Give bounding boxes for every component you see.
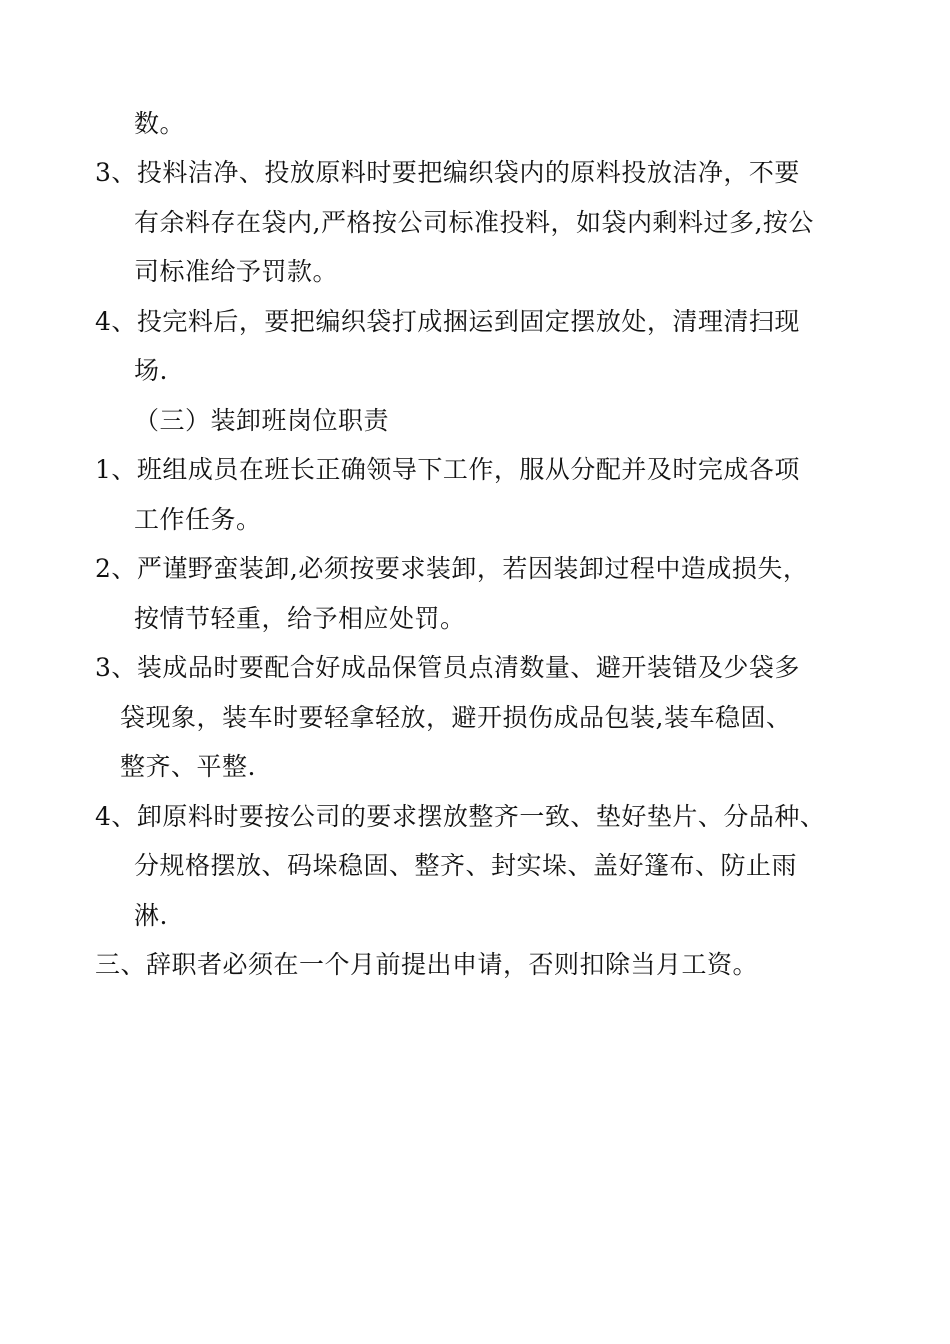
- duty-1-line-2: 工作任务。: [134, 505, 262, 534]
- list-item-3-line-1: 3、投料洁净、投放原料时要把编织袋内的原料投放洁净，不要: [95, 158, 800, 187]
- list-item-3-line-2: 有余料存在袋内,严格按公司标准投料，如袋内剩料过多,按公: [134, 208, 814, 237]
- duty-3-line-2: 袋现象，装车时要轻拿轻放，避开损伤成品包装,装车稳固、: [120, 703, 792, 732]
- duty-4-line-1: 4、卸原料时要按公司的要求摆放整齐一致、垫好垫片、分品种、: [95, 802, 826, 831]
- list-item-4-line-2: 场.: [134, 356, 168, 385]
- duty-3-line-1: 3、装成品时要配合好成品保管员点清数量、避开装错及少袋多: [95, 653, 800, 682]
- duty-4-line-3: 淋.: [134, 901, 168, 930]
- duty-2-line-1: 2、严谨野蛮装卸,必须按要求装卸，若因装卸过程中造成损失，: [95, 554, 809, 583]
- section-heading: （三）装卸班岗位职责: [134, 406, 390, 435]
- resignation-clause: 三、辞职者必须在一个月前提出申请，否则扣除当月工资。: [95, 950, 759, 979]
- list-item-4-line-1: 4、投完料后，要把编织袋打成捆运到固定摆放处，清理清扫现: [95, 307, 800, 336]
- text-line: 数。: [134, 109, 186, 138]
- duty-1-line-1: 1、班组成员在班长正确领导下工作，服从分配并及时完成各项: [95, 455, 800, 484]
- duty-3-line-3: 整齐、平整.: [120, 752, 256, 781]
- duty-2-line-2: 按情节轻重，给予相应处罚。: [134, 604, 466, 633]
- list-item-3-line-3: 司标准给予罚款。: [134, 257, 339, 286]
- duty-4-line-2: 分规格摆放、码垛稳固、整齐、封实垛、盖好篷布、防止雨: [134, 851, 798, 880]
